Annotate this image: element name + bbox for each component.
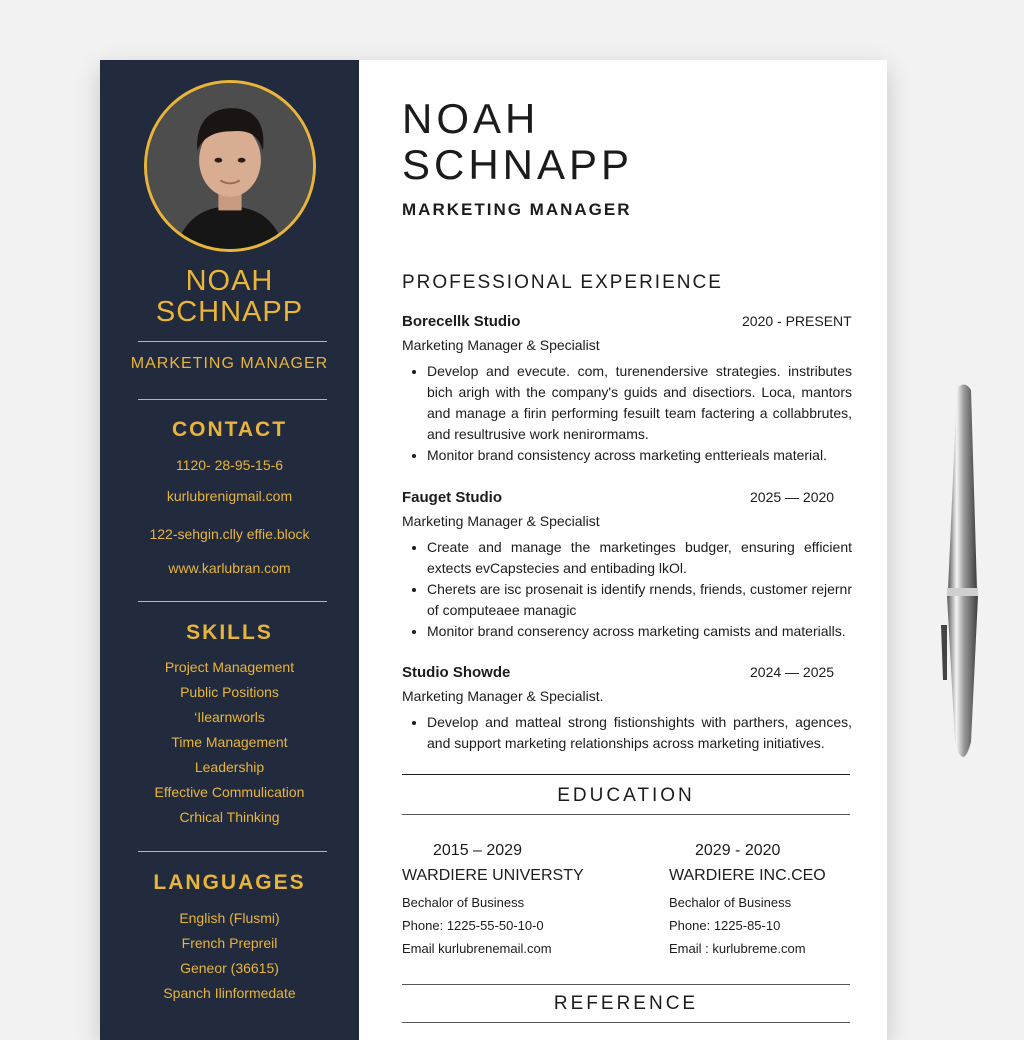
job-title: MARKETING MANAGER [402, 200, 632, 219]
sidebar-name [100, 266, 359, 328]
education-email: Email kurlubrenemail.com [402, 941, 552, 956]
skills-heading: SKILLS [186, 621, 273, 644]
contact-heading: CONTACT [171, 418, 288, 441]
job-bullets [402, 712, 852, 754]
language-item: Spanch Ilinformedate [163, 985, 296, 1001]
sidebar-last-name: SCHNAPP [155, 296, 304, 328]
job-bullet: • Monitor brand consistency across marketing entterieals material. [427, 445, 852, 466]
contact-email: kurlubrenigmail.com [166, 488, 293, 504]
education-dates: 2029 - 2020 [695, 842, 781, 859]
skill-item: Project Management [164, 659, 295, 675]
contact-website: www.karlubran.com [168, 560, 291, 576]
job-entry [402, 664, 852, 754]
languages-list [100, 910, 359, 1010]
divider [402, 984, 850, 985]
portrait-photo-icon [147, 83, 313, 249]
job-bullets [402, 361, 852, 466]
education-phone: Phone: 1225-85-10 [669, 918, 781, 933]
education-school: WARDIERE UNIVERSTY [402, 867, 584, 884]
job-bullet: • Develop and evecute. com, turenendersive strategies. instributes bich arigh with the company's guids and disectiors. Loca, mantors and manage a firin performing fesuilt team factering a collabbrutes, and resultrusive work nenirormams. [427, 361, 852, 445]
job-entry [402, 489, 852, 642]
job-company: Studio Showde [402, 664, 511, 681]
job-dates: 2020 - PRESENT [742, 313, 852, 329]
education-dates: 2015 – 2029 [433, 842, 522, 859]
skill-item: Crhical Thinking [179, 809, 280, 825]
divider [138, 601, 327, 602]
language-item: French Prepreil [181, 935, 278, 951]
divider [402, 814, 850, 815]
job-bullet: • Cherets are isc prosenait is identify rnends, friends, customer rejernr of computeaee managic [427, 579, 852, 621]
job-bullet: • Create and manage the marketinges budger, ensuring efficient extects evCapstecies and entibading lkOl. [427, 537, 852, 579]
education-entry [669, 842, 887, 956]
education-entry [402, 842, 622, 956]
education-heading: EDUCATION [557, 785, 695, 806]
job-role: Marketing Manager & Specialist [402, 337, 600, 353]
job-bullet: • Monitor brand conserency across marketing camists and materialls. [427, 621, 852, 642]
education-phone: Phone: 1225-55-50-10-0 [402, 918, 544, 933]
job-entry [402, 313, 852, 466]
contact-address: 122-sehgin.clly effie.block [149, 526, 310, 542]
experience-heading: PROFESSIONAL EXPERIENCE [402, 272, 723, 293]
skills-list [100, 659, 359, 834]
language-item: English (Flusmi) [179, 910, 280, 926]
education-degree: Bechalor of Business [402, 895, 525, 910]
divider [138, 399, 327, 400]
page-title [402, 96, 633, 188]
divider [402, 774, 850, 775]
skill-item: Public Positions [180, 684, 279, 700]
languages-heading: LANGUAGES [153, 871, 306, 894]
sidebar-job-title: MARKETING MANAGER [130, 355, 329, 372]
resume-page [100, 60, 887, 1040]
profile-photo [144, 80, 316, 252]
contact-phone: 1120- 28-95-15-6 [175, 457, 284, 473]
skill-item: ‘Ilearnworls [194, 709, 265, 725]
education-email: Email : kurlubreme.com [669, 941, 806, 956]
job-role: Marketing Manager & Specialist. [402, 688, 604, 704]
skill-item: Time Management [171, 734, 288, 750]
job-company: Fauget Studio [402, 489, 502, 506]
sidebar-first-name: NOAH [185, 265, 274, 297]
job-bullet: • Develop and matteal strong fistionshights with parthers, agences, and support marketing relationships across marketing initiatives. [427, 712, 852, 754]
education-degree: Bechalor of Business [669, 895, 792, 910]
reference-heading: REFERENCE [553, 993, 699, 1014]
sidebar [100, 60, 359, 1040]
divider [402, 1022, 850, 1023]
education-school: WARDIERE INC.CEO [669, 867, 826, 884]
language-item: Geneor (36615) [180, 960, 279, 976]
job-dates: 2024 — 2025 [750, 664, 835, 680]
pen-icon [935, 380, 985, 780]
skill-item: Effective Commulication [154, 784, 305, 800]
job-dates: 2025 — 2020 [750, 489, 835, 505]
job-role: Marketing Manager & Specialist [402, 513, 600, 529]
job-company: Borecellk Studio [402, 313, 521, 330]
skill-item: Leadership [194, 759, 265, 775]
first-name: NOAH [402, 95, 540, 142]
divider [138, 341, 327, 342]
job-bullets [402, 537, 852, 642]
divider [138, 851, 327, 852]
last-name: SCHNAPP [402, 141, 634, 188]
